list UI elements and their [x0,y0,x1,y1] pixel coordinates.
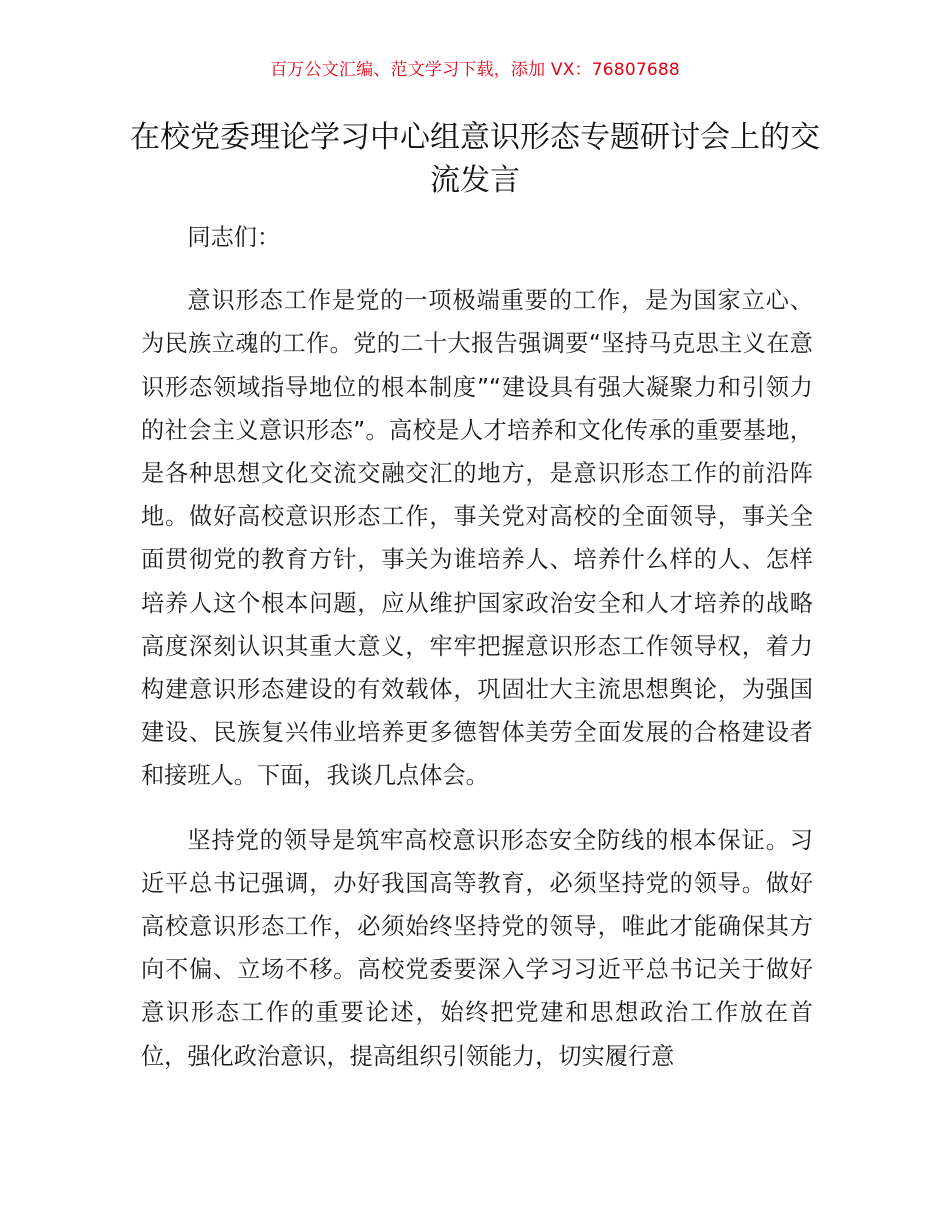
paragraph: 坚持党的领导是筑牢高校意识形态安全防线的根本保证。习近平总书记强调，办好我国高等教育，必须坚持党的领导。做好高校意识形态工作，必须始终坚持党的领导，唯此才能确保其方向不偏、立场不移。高校党委要深入学习习近平总书记关于做好意识形态工作的重要论述，始终把党建和思想政治工作放在首位，强化政治意识，提高组织引领能力，切实履行意 [141,826,813,1070]
header-note: 百万公文汇编、范文学习下载，添加 VX：76807688 [270,60,680,80]
salutation: 同志们： [187,224,281,251]
paragraph: 意识形态工作是党的一项极端重要的工作，是为国家立心、为民族立魂的工作。党的二十大报告强调要“坚持马克思主义在意识形态领域指导地位的根本制度”“建设具有强大凝聚力和引领力的社会主义意识形态”。高校是人才培养和文化传承的重要基地，是各种思想文化交流交融交汇的地方，是意识形态工作的前沿阵地。做好高校意识形态工作，事关党对高校的全面领导，事关全面贯彻党的教育方针，事关为谁培养人、培养什么样的人、怎样培养人这个根本问题，应从维护国家政治安全和人才培养的战略高度深刻认识其重大意义，牢牢把握意识形态工作领导权，着力构建意识形态建设的有效载体，巩固壮大主流思想舆论，为强国建设、民族复兴伟业培养更多德智体美劳全面发展的合格建设者和接班人。下面，我谈几点体会。 [141,287,813,790]
document-body [141,216,813,1078]
page-title: 在校党委理论学习中心组意识形态专题研讨会上的交流发言 [130,120,820,198]
